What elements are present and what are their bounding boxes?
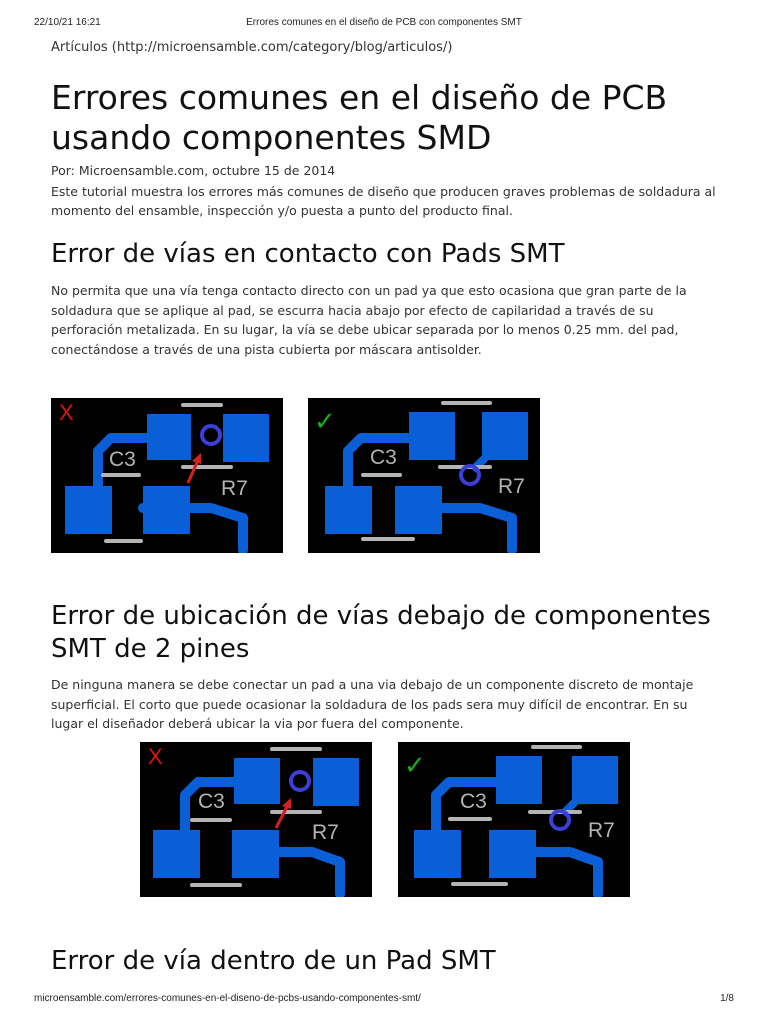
pcb-label-c3: C3 — [460, 790, 487, 813]
pcb-image-via-contact-right — [308, 398, 540, 553]
section-heading-vias-contacto: Error de vías en contacto con Pads SMT — [51, 239, 565, 269]
pcb-label-r7: R7 — [312, 821, 339, 844]
section-body-vias-contacto: No permita que una vía tenga contacto directo con un pad ya que esto ocasiona que gran parte de la soldadura que se aplique al pad, se escurra hacia abajo por efecto de capilaridad a través de su perforación metalizada. En su lugar, la vía se debe ubicar separada por lo menos 0.25 mm. del pad, conectándose a través de una pista cubierta por máscara antisolder. — [51, 283, 687, 357]
page-number: 1/8 — [720, 993, 734, 1004]
pcb-label-c3: C3 — [370, 446, 397, 469]
pcb-label-r7: R7 — [588, 819, 615, 842]
pcb-label-r7: R7 — [221, 477, 248, 500]
print-date: 22/10/21 16:21 — [34, 17, 101, 28]
pcb-image-via-under-right — [398, 742, 630, 897]
pcb-image-via-under-wrong — [140, 742, 372, 897]
section-heading-vias-debajo: Error de ubicación de vías debajo de componentes SMT de 2 pines — [51, 601, 711, 664]
check-icon: ✓ — [404, 751, 426, 781]
article-intro: Este tutorial muestra los errores más comunes de diseño que producen graves problemas de soldadura al momento del ensamble, inspección y/o puesta a punto del producto final. — [51, 184, 716, 218]
pcb-label-r7: R7 — [498, 475, 525, 498]
wrong-x-icon: X — [59, 400, 74, 425]
pcb-label-c3: C3 — [109, 448, 136, 471]
section-heading-via-dentro-pad: Error de vía dentro de un Pad SMT — [51, 946, 496, 976]
wrong-x-icon: X — [148, 744, 163, 769]
breadcrumb-link[interactable]: Artículos (http://microensamble.com/category/blog/articulos/) — [51, 40, 453, 55]
check-icon: ✓ — [314, 407, 336, 437]
article-byline: Por: Microensamble.com, octubre 15 de 2014 — [51, 163, 336, 178]
pcb-label-c3: C3 — [198, 790, 225, 813]
section-body-vias-debajo: De ninguna manera se debe conectar un pad a una via debajo de un componente discreto de montaje superficial. El corto que puede ocasionar la soldadura de los pads sera muy difícil de encontrar. En su lugar el diseñador deberá ubicar la via por fuera del componente. — [51, 677, 694, 731]
article-title: Errores comunes en el diseño de PCB usando componentes SMD — [51, 78, 668, 157]
pcb-image-via-contact-wrong — [51, 398, 283, 553]
print-title: Errores comunes en el diseño de PCB con componentes SMT — [246, 17, 522, 28]
footer-url: microensamble.com/errores-comunes-en-el-diseno-de-pcbs-usando-componentes-smt/ — [34, 993, 421, 1004]
